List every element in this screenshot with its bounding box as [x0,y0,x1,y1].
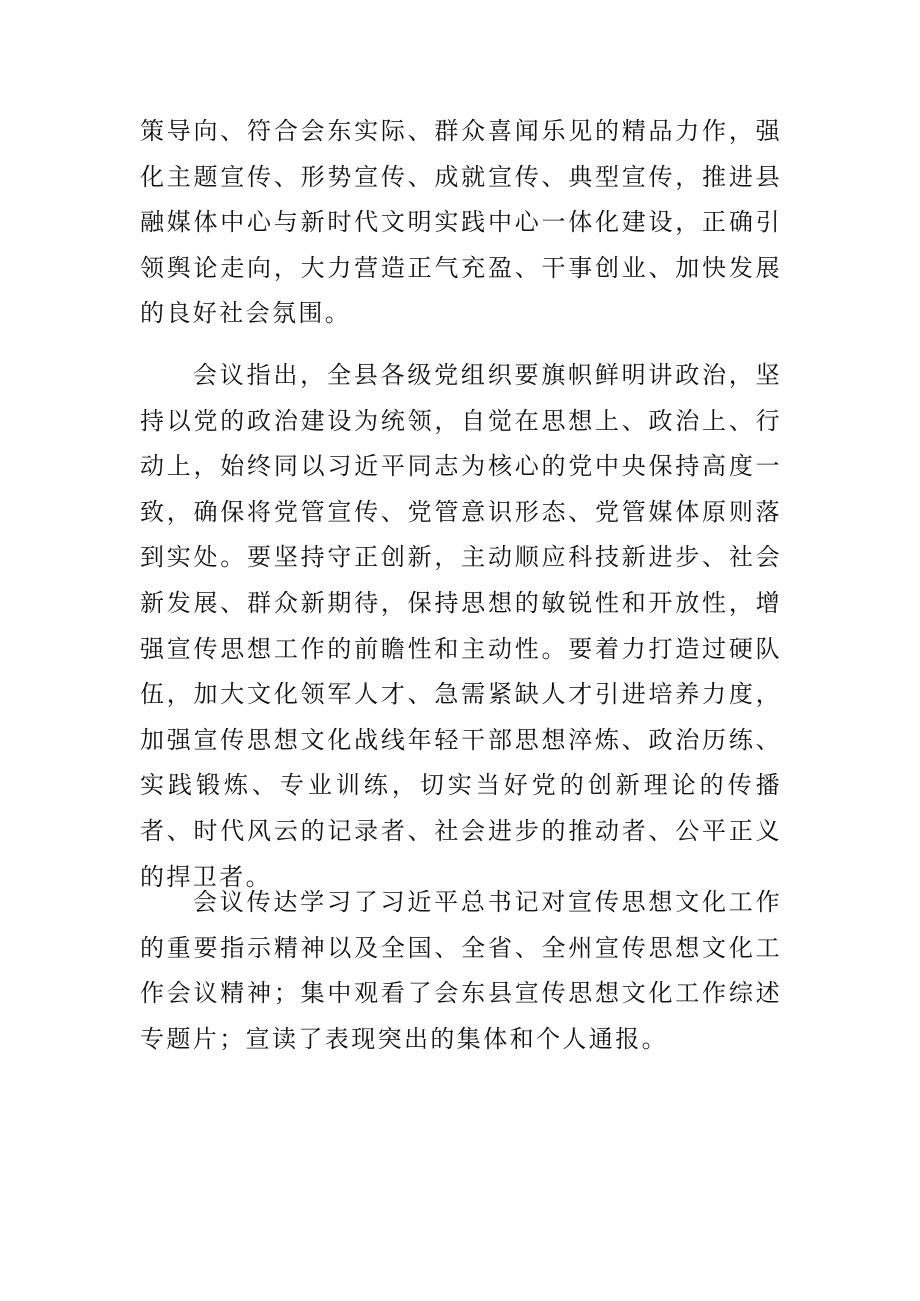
paragraph-meeting-points: 会议指出，全县各级党组织要旗帜鲜明讲政治，坚持以党的政治建设为统领，自觉在思想上、政治上、行动上，始终同以习近平同志为核心的党中央保持高度一致，确保将党管宣传、党管意识形态、党管媒体原则落到实处。要坚持守正创新，主动顺应科技新进步、社会新发展、群众新期待，保持思想的敏锐性和开放性，增强宣传思想工作的前瞻性和主动性。要着力打造过硬队伍，加大文化领军人才、急需紧缺人才引进培养力度，加强宣传思想文化战线年轻干部思想淬炼、政治历练、实践锻炼、专业训练，切实当好党的创新理论的传播者、时代风云的记录者、社会进步的推动者、公平正义的捍卫者。 [140,361,782,891]
paragraph-continued: 策导向、符合会东实际、群众喜闻乐见的精品力作，强化主题宣传、形势宣传、成就宣传、典型宣传，推进县融媒体中心与新时代文明实践中心一体化建设，正确引领舆论走向，大力营造正气充盈、干事创业、加快发展的良好社会氛围。 [140,117,782,328]
paragraph-meeting-study: 会议传达学习了习近平总书记对宣传思想文化工作的重要指示精神以及全国、全省、全州宣传思想文化工作会议精神；集中观看了会东县宣传思想文化工作综述专题片；宣读了表现突出的集体和个人通报。 [140,888,782,1053]
